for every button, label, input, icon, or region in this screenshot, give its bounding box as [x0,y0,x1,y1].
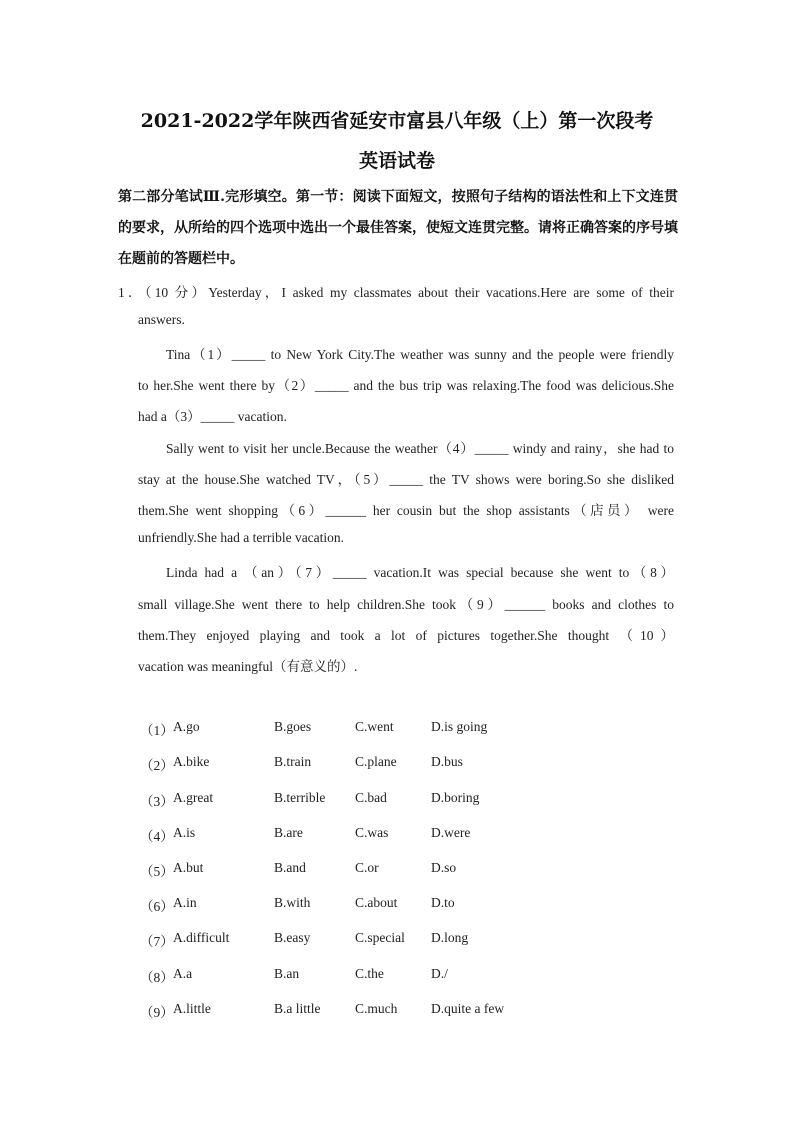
option-d: D.is going [431,719,488,734]
option-c: C.went [355,719,394,734]
option-d: D.bus [431,754,463,769]
question-number: （2） [140,758,174,773]
passage-line: Sally went to visit her uncle.Because the weather（4）_____ windy and rainy，she had to [166,441,674,456]
option-b: B.and [274,860,306,875]
passage-line: to her.She went there by（2）_____ and the bus trip was relaxing.The food was delicious.She [138,378,674,393]
passage-line: them.They enjoyed playing and took a lot of pictures together.She thought （10） [138,628,674,643]
passage-line: had a（3）_____ vacation. [138,409,287,424]
option-b: B.with [274,895,311,910]
section-instructions: 第二部分笔试Ⅲ.完形填空。第一节：阅读下面短文，按照句子结构的语法性和上下文连贯的要求，从所给的四个选项中选出一个最佳答案，使短文连贯完整。请将正确答案的序号填在题前的答题栏中。 [118,189,678,267]
passage-line: Tina（1）_____ to New York City.The weather was sunny and the people were friendly [166,347,674,362]
option-c: C.the [355,966,384,981]
option-d: D.boring [431,790,480,805]
option-c: C.about [355,895,398,910]
option-c: C.or [355,860,379,875]
option-a: A.difficult [173,930,230,945]
option-d: D.to [431,895,455,910]
question-number: （7） [140,934,174,949]
option-d: D./ [431,966,448,981]
option-b: B.easy [274,930,311,945]
passage-line: unfriendly.She had a terrible vacation. [138,530,345,545]
passage-line: Linda had a （an）（7）_____ vacation.It was special because she went to（8） [166,565,674,580]
option-c: C.plane [355,754,397,769]
option-d: D.long [431,930,469,945]
option-a: A.a [173,966,193,981]
passage-line: vacation was meaningful（有意义的）. [138,659,358,674]
question-number: （9） [140,1005,174,1020]
passage-line: small village.She went there to help children.She took（9）______ books and clothes to [138,597,674,612]
option-a: A.little [173,1001,211,1016]
option-b: B.are [274,825,303,840]
exam-title: 2021-2022学年陕西省延安市富县八年级（上）第一次段考 [140,110,654,132]
option-a: A.in [173,895,197,910]
question-number: （8） [140,970,174,985]
passage-line: them.She went shopping（6）______ her cousin but the shop assistants（店员） were [138,503,674,518]
option-b: B.train [274,754,312,769]
option-d: D.so [431,860,457,875]
option-a: A.go [173,719,200,734]
passage-line: stay at the house.She watched TV，（5）_____ the TV shows were boring.So she disliked [138,472,674,487]
option-a: A.but [173,860,204,875]
question-number: （4） [140,829,174,844]
option-b: B.goes [274,719,312,734]
option-c: C.special [355,930,405,945]
option-c: C.much [355,1001,398,1016]
passage-line: 1．（10 分）Yesterday，I asked my classmates about their vacations.Here are some of their [118,285,674,300]
option-a: A.is [173,825,196,840]
option-d: D.quite a few [431,1001,505,1016]
option-a: A.bike [173,754,210,769]
exam-subtitle: 英语试卷 [358,150,435,172]
question-number: （1） [140,723,174,738]
question-number: （6） [140,899,174,914]
option-d: D.were [431,825,471,840]
option-b: B.terrible [274,790,326,805]
option-c: C.bad [355,790,387,805]
option-a: A.great [173,790,214,805]
option-b: B.an [274,966,300,981]
option-b: B.a little [274,1001,321,1016]
question-number: （3） [140,794,174,809]
option-c: C.was [355,825,389,840]
passage-line: answers. [138,312,185,327]
question-number: （5） [140,864,174,879]
